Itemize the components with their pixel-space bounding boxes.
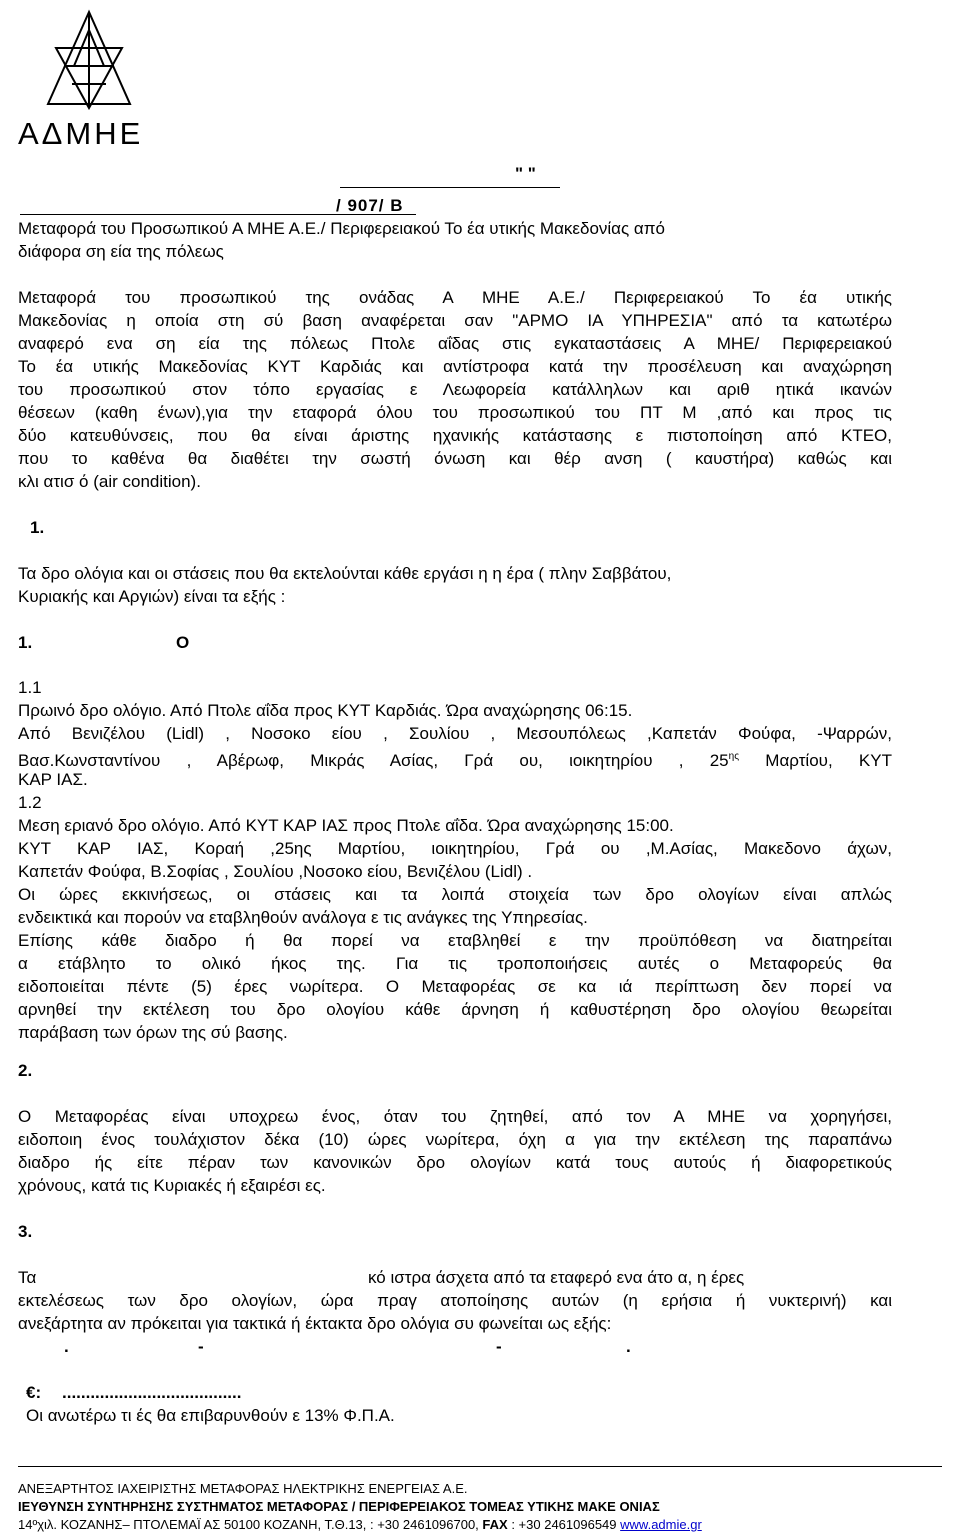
section-1-intro-line: Κυριακής και Αργιών) είναι τα εξής : <box>18 587 286 606</box>
admie-logo <box>18 8 160 151</box>
modification-line: παράβαση των όρων της σύ βασης. <box>18 1023 288 1042</box>
section-2-line: χρόνους, κατά τις Κυριακές ή εξαιρέσι ες. <box>18 1176 326 1195</box>
intro-line: που το καθένα θα διαθέτει την σωστή όνωση και θέρ ανση ( καυστήρα) καθώς και <box>18 449 892 468</box>
logo-wordmark: ΑΔΜΗΕ <box>18 116 144 151</box>
subject-line-1: Μεταφορά του Προσωπικού Α ΜΗΕ Α.Ε./ Περιφερειακού Το έα υτικής Μακεδονίας από <box>18 219 665 238</box>
price-mark: - <box>198 1337 204 1356</box>
section-3-number: 3. <box>18 1222 33 1241</box>
header-rule <box>340 187 560 188</box>
document-reference: / 907/ Β <box>336 196 404 215</box>
intro-line: Μεταφορά του προσωπικού της ονάδας Α ΜΗΕ Α.Ε./ Περιφερειακού Το έα υτικής <box>18 288 892 307</box>
section-2-number: 2. <box>18 1061 33 1080</box>
note-line: Οι ώρες εκκινήσεως, οι στάσεις και τα λοιπά στοιχεία των δρο ολογίων είναι απλώς <box>18 885 892 904</box>
route-2-number: 1.2 <box>18 793 42 812</box>
intro-line: Το έα υτικής Μακεδονίας ΚΥΤ Καρδιάς και αντίστροφα κατά την προσέλευση και αναχώρηση <box>18 357 892 376</box>
price-mark: . <box>64 1337 69 1356</box>
intro-line: Μακεδονίας η οποία στη σύ βαση αναφέρεται σαν "ΑΡΜΟ ΙΑ ΥΠΗΡΕΣΙΑ" από τα κατωτέρω <box>18 311 892 330</box>
footer-rule <box>18 1466 942 1467</box>
footer-company: ΑΝΕΞΑΡΤΗΤΟΣ ΙΑΧΕΙΡΙΣΤΗΣ ΜΕΤΑΦΟΡΑΣ ΗΛΕΚΤΡΙΚΗΣ ΕΝΕΡΓΕΙΑΣ Α.Ε. <box>18 1481 468 1496</box>
subject-line-2: διάφορα ση εία της πόλεως <box>18 242 224 261</box>
section-2-line: Ο Μεταφορέας είναι υποχρεω ένος, όταν του ζητηθεί, από τον Α ΜΗΕ να χορηγήσει, <box>18 1107 892 1126</box>
modification-line: Επίσης κάθε διαδρο ή θα πορεί να εταβληθεί ε την προϋπόθεση να διατηρείται <box>18 931 892 950</box>
modification-line: α ετάβλητο το ολικό ήκος της. Για τις τροποποιήσεις αυτές ο Μεταφορεύς θα <box>18 954 892 973</box>
intro-line: του προσωπικού στον τόπο εργασίας ε Λεωφορεία κατάλληλων και αριθ ητικά ικανών <box>18 380 892 399</box>
footer-division: ΙΕΥΘΥΝΣΗ ΣΥΝΤΗΡΗΣΗΣ ΣΥΣΤΗΜΑΤΟΣ ΜΕΤΑΦΟΡΑΣ / ΠΕΡΙΦΕΡΕΙΑΚΟΣ ΤΟΜΕΑΣ ΥΤΙΚΗΣ ΜΑΚΕ ΟΝΙΑΣ <box>18 1499 660 1514</box>
section-3-line: ανεξάρτητα αν πρόκειται για τακτικά ή έκτακτα δρο ολόγια συ φωνείται ως εξής: <box>18 1314 612 1333</box>
subsection-label: Ο <box>176 633 190 652</box>
note-line: ενδεικτικά και πορούν να εταβληθούν ανάλογα ε τις ανάγκες της Υπηρεσίας. <box>18 908 588 927</box>
route-1-stops: Βασ.Κωνσταντίνου , Αβέρωφ, Μικράς Ασίας, Γρά ου, ιοικητηρίου , $25^{\eta\varsigma}$ Μαρτίου, ΚΥΤ <box>18 751 892 770</box>
section-3-line-start: Τα <box>18 1268 37 1287</box>
section-1-intro-line: Τα δρο ολόγια και οι στάσεις που θα εκτελούνται κάθε εργάσι η η έρα ( πλην Σαββάτου, <box>18 564 672 583</box>
section-2-line: διαδρο ής είτε πέραν των κανονικών δρο ολογίων κατά τους αυτούς ή διαφορετικούς <box>18 1153 892 1172</box>
subsection-number: 1. <box>18 633 33 652</box>
intro-line: δύο κατευθύνσεις, που θα είναι άριστης ηχανικής κατάστασης ε πιστοποίηση από ΚΤΕΟ, <box>18 426 892 445</box>
section-2-line: ειδοποιη ένος τουλάχιστον δέκα (10) ώρες νωρίτερα, όχη α για την εκτέλεση της παραπάνω <box>18 1130 892 1149</box>
intro-line: θέσεων (καθη ένων),για την εταφορά όλου του προσωπικού του ΠΤ Μ ,από και προς τις <box>18 403 892 422</box>
section-1-number: 1. <box>30 518 45 537</box>
route-2-stops: ΚΥΤ ΚΑΡ ΙΑΣ, Κοραή ,25ης Μαρτίου, ιοικητηρίου, Γρά ου ,Μ.Ασίας, Μακεδονο άχων, <box>18 839 892 858</box>
footer-address: 14ºχιλ. ΚΟΖΑΝΗΣ– ΠΤΟΛΕΜΑΪ ΑΣ 50100 ΚΟΖΑΝΗ, Τ.Θ.13, : +30 2461096700, FAX : +30 2461096549 www.admie.gr <box>18 1517 702 1532</box>
header-quotes: " " <box>515 164 536 183</box>
price-label: €: <box>26 1383 42 1402</box>
website-link[interactable]: www.admie.gr <box>620 1517 702 1532</box>
reference-rule <box>20 214 416 215</box>
route-1-title: Πρωινό δρο ολόγιο. Από Πτολε αΐδα προς ΚΥΤ Καρδιάς. Ώρα αναχώρησης 06:15. <box>18 701 633 720</box>
admie-emblem-icon <box>18 8 160 116</box>
intro-line: κλι ατισ ό (air condition). <box>18 472 201 491</box>
price-mark: - <box>496 1337 502 1356</box>
section-3-line: εκτελέσεως των δρο ολογίων, ώρα πραγ ατοποίησης αυτών (η ερήσια ή νυκτερινή) και <box>18 1291 892 1310</box>
price-mark: . <box>626 1337 631 1356</box>
modification-line: αρνηθεί την εκτέλεση του δρο ολογίου κάθε άρνηση ή καθυστέρηση δρο ολογίου θεωρείται <box>18 1000 892 1019</box>
route-2-title: Μεση εριανό δρο ολόγιο. Από ΚΥΤ ΚΑΡ ΙΑΣ προς Πτολε αΐδα. Ώρα αναχώρησης 15:00. <box>18 816 674 835</box>
vat-note: Οι ανωτέρω τι ές θα επιβαρυνθούν ε 13% Φ.Π.Α. <box>26 1406 395 1425</box>
intro-line: αναφερό ενα ση εία της πόλεως Πτολε αΐδας στις εγκαταστάσεις Α ΜΗΕ/ Περιφερειακού <box>18 334 892 353</box>
price-blank: ...................................... <box>62 1383 242 1402</box>
route-1-stops: ΚΑΡ ΙΑΣ. <box>18 770 88 789</box>
route-1-stops: Από Βενιζέλου (Lidl) , Νοσοκο είου , Σουλίου , Μεσουπόλεως ,Καπετάν Φούφα, -Ψαρρών, <box>18 724 892 743</box>
section-3-line-rest: κό ιστρα άσχετα από τα εταφερό ενα άτο α, η έρες <box>368 1268 745 1287</box>
route-1-number: 1.1 <box>18 678 42 697</box>
route-2-stops: Καπετάν Φούφα, Β.Σοφίας , Σουλίου ,Νοσοκο είου, Βενιζέλου (Lidl) . <box>18 862 533 881</box>
modification-line: ειδοποιείται πέντε (5) έρες νωρίτερα. Ο Μεταφορέας σε κα ιά περίπτωση δεν πορεί να <box>18 977 892 996</box>
